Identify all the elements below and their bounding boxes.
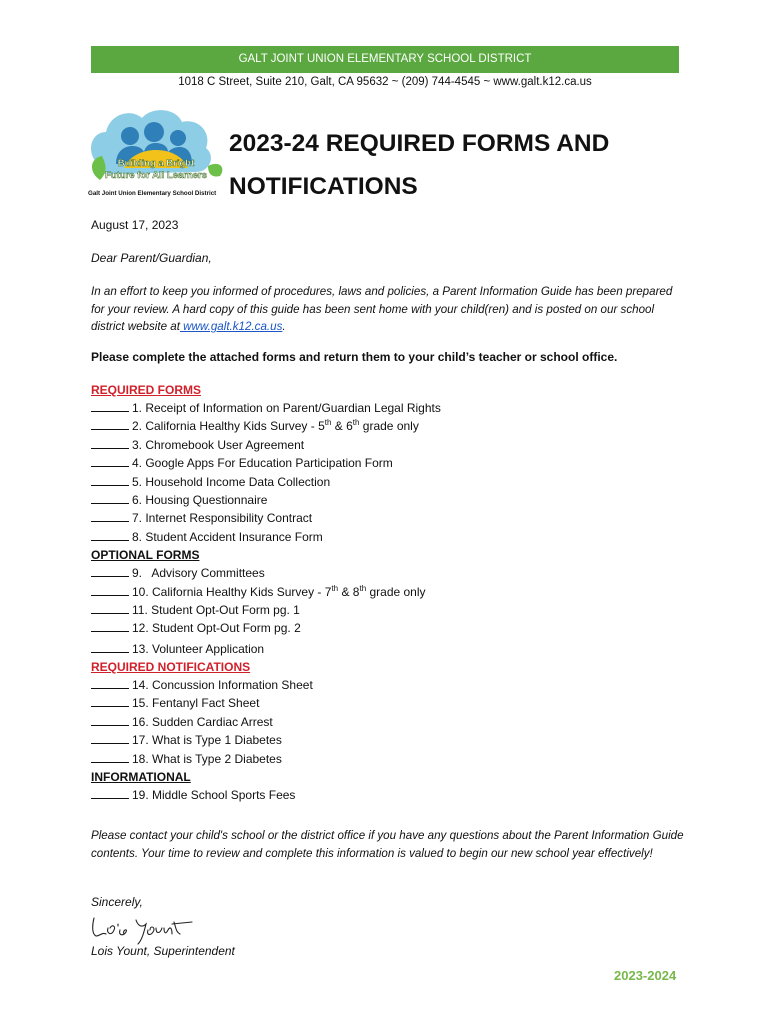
item-superscript: th xyxy=(324,418,332,428)
return-instruction: Please complete the attached forms and return them to your child’s teacher or school office. xyxy=(91,350,618,364)
item-label: 15. Fentanyl Fact Sheet xyxy=(132,696,260,711)
superintendent-signature xyxy=(88,910,198,948)
checklist-blank[interactable] xyxy=(91,640,129,653)
checklist-item xyxy=(91,491,691,509)
checklist-blank[interactable] xyxy=(91,583,129,596)
section-heading-required-forms: REQUIRED FORMS xyxy=(91,383,202,397)
footer-year: 2023-2024 xyxy=(614,968,677,983)
item-label-end: grade only xyxy=(359,419,419,434)
letter-salutation: Dear Parent/Guardian, xyxy=(91,251,212,265)
checklist-item xyxy=(91,436,691,454)
checklist-blank[interactable] xyxy=(91,676,129,689)
logo-slogan-line1: Building a Bright xyxy=(117,158,195,169)
checklist-blank[interactable] xyxy=(91,750,129,763)
checklist-item xyxy=(91,786,691,804)
checklist-item xyxy=(91,601,691,619)
checklist-blank[interactable] xyxy=(91,786,129,799)
checklist-blank[interactable] xyxy=(91,491,129,504)
item-label: 9. Advisory Committees xyxy=(132,566,265,581)
section-heading-informational: INFORMATIONAL xyxy=(91,770,191,785)
logo-leaf-left xyxy=(92,156,106,180)
intro-text: In an effort to keep you informed of procedures, laws and policies, a Parent Information Guide has been prepared for your review. A hard copy of this guide has been sent home with your child(ren) and is posted on our school district website at xyxy=(91,285,673,333)
checklist-blank[interactable] xyxy=(91,619,129,632)
logo-figure-head-3 xyxy=(170,130,186,146)
checklist-blank[interactable] xyxy=(91,601,129,614)
page-title-line2: NOTIFICATIONS xyxy=(229,173,418,200)
item-label: 19. Middle School Sports Fees xyxy=(132,788,296,803)
checklist-item xyxy=(91,676,691,694)
item-label: 8. Student Accident Insurance Form xyxy=(132,529,323,544)
checklist-item xyxy=(91,713,691,731)
logo-district-name: Galt Joint Union Elementary School District xyxy=(88,190,217,197)
signature-stroke xyxy=(93,918,192,944)
checklist-blank[interactable] xyxy=(91,399,129,412)
logo-leaf-right xyxy=(208,164,222,177)
district-website-link[interactable]: www.galt.k12.ca.us xyxy=(179,320,283,333)
checklist-item xyxy=(91,399,691,417)
checklist-item xyxy=(91,750,691,768)
item-label-end: grade only xyxy=(366,584,426,599)
checklist-item xyxy=(91,509,691,527)
item-label: 1. Receipt of Information on Parent/Guardian Legal Rights xyxy=(132,401,441,415)
checklist-blank[interactable] xyxy=(91,509,129,522)
item-label-mid: & 6 xyxy=(331,419,353,434)
checklist-blank[interactable] xyxy=(91,454,129,467)
item-label: 12. Student Opt-Out Form pg. 2 xyxy=(132,621,301,636)
closing-paragraph: Please contact your child's school or the district office if you have any questions about the Parent Information Guide contents. Your time to review and complete this information is valued to begin our new school year effectively! xyxy=(91,829,684,860)
item-label: 14. Concussion Information Sheet xyxy=(132,678,313,693)
checklist-item xyxy=(91,454,691,472)
checklist-blank[interactable] xyxy=(91,528,129,541)
closing-sincerely: Sincerely, xyxy=(91,895,143,909)
item-label: 10. California Healthy Kids Survey - 7 xyxy=(132,584,332,599)
checklist-blank[interactable] xyxy=(91,417,129,430)
page-title-line1: 2023-24 REQUIRED FORMS AND xyxy=(229,130,610,157)
district-address: 1018 C Street, Suite 210, Galt, CA 95632 ~ (209) 744-4545 ~ www.galt.k12.ca.us xyxy=(178,76,592,88)
checklist-blank[interactable] xyxy=(91,694,129,707)
checklist-blank[interactable] xyxy=(91,473,129,486)
letter-date: August 17, 2023 xyxy=(91,218,179,232)
checklist-item xyxy=(91,731,691,749)
item-label: 18. What is Type 2 Diabetes xyxy=(132,751,282,766)
item-label-mid: & 8 xyxy=(338,584,360,599)
checklist-item xyxy=(91,619,691,637)
item-label: 17. What is Type 1 Diabetes xyxy=(132,733,282,748)
checklist-blank[interactable] xyxy=(91,436,129,449)
district-banner: GALT JOINT UNION ELEMENTARY SCHOOL DISTRICT xyxy=(91,46,679,73)
item-label: 16. Sudden Cardiac Arrest xyxy=(132,714,273,729)
signer-name: Lois Yount, Superintendent xyxy=(91,944,235,958)
checklist-blank[interactable] xyxy=(91,731,129,744)
page-title xyxy=(229,122,609,208)
intro-end: . xyxy=(282,320,286,333)
logo-figure-head-2 xyxy=(144,122,164,142)
checklist-item xyxy=(91,640,691,658)
checklist-item xyxy=(91,583,691,601)
checklist-item xyxy=(91,417,691,435)
district-logo xyxy=(86,102,226,202)
item-superscript: th xyxy=(352,418,360,428)
checklist-item xyxy=(91,564,691,582)
checklist-item xyxy=(91,473,691,491)
checklist-item xyxy=(91,694,691,712)
section-heading-optional-forms: OPTIONAL FORMS xyxy=(91,548,200,563)
forms-checklist xyxy=(91,381,691,804)
item-label: 7. Internet Responsibility Contract xyxy=(132,511,313,526)
checklist-blank[interactable] xyxy=(91,713,129,726)
item-superscript: th xyxy=(331,583,339,593)
item-label: 2. California Healthy Kids Survey - 5 xyxy=(132,419,325,434)
checklist-item xyxy=(91,528,691,546)
item-label: 13. Volunteer Application xyxy=(132,641,265,656)
section-heading-required-notifications: REQUIRED NOTIFICATIONS xyxy=(91,660,251,675)
intro-paragraph xyxy=(91,283,686,336)
item-label: 4. Google Apps For Education Participation Form xyxy=(132,456,393,471)
item-label: 6. Housing Questionnaire xyxy=(132,492,268,507)
item-superscript: th xyxy=(359,583,367,593)
logo-figure-head-1 xyxy=(121,127,139,145)
logo-slogan-line2: Future for All Learners xyxy=(104,170,208,181)
checklist-blank[interactable] xyxy=(91,564,129,577)
item-label: 11. Student Opt-Out Form pg. 1 xyxy=(132,602,300,617)
item-label: 5. Household Income Data Collection xyxy=(132,474,331,489)
item-label: 3. Chromebook User Agreement xyxy=(132,437,305,452)
